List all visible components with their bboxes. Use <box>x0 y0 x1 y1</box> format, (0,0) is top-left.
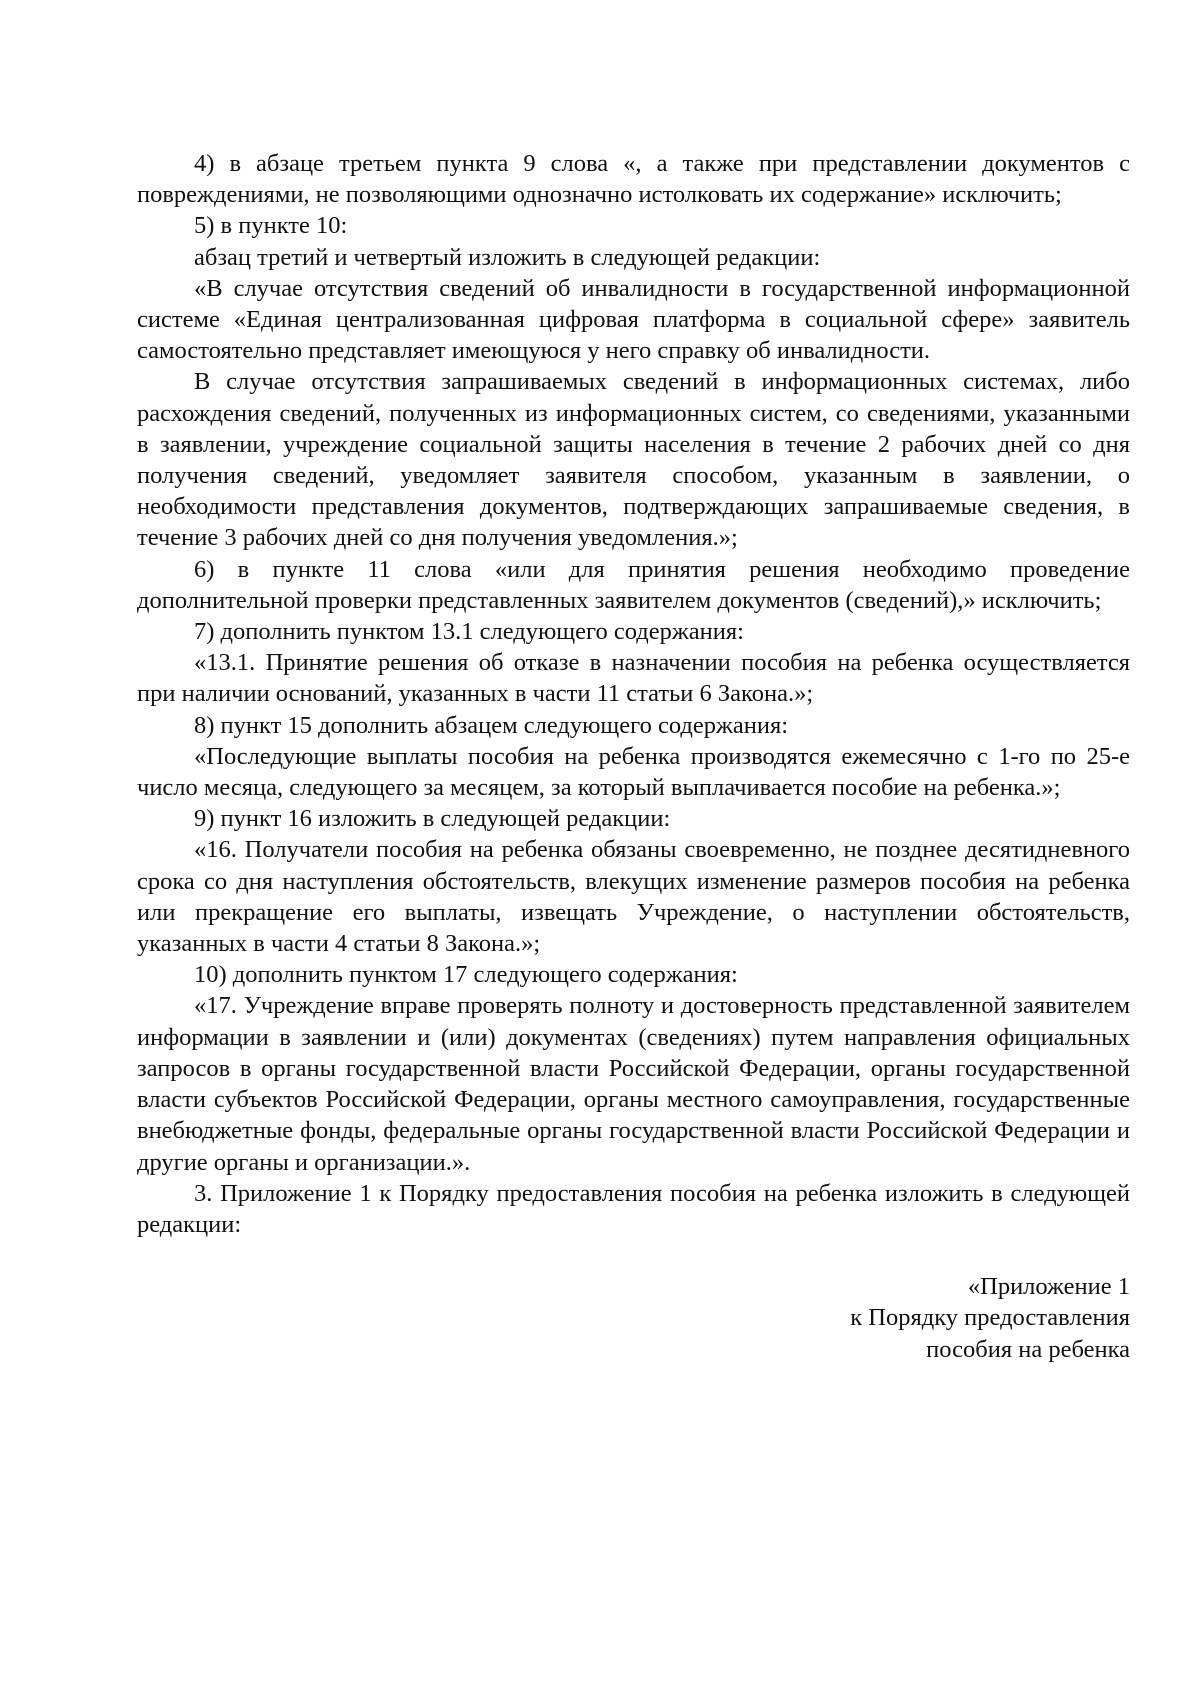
paragraph-item-6: 6) в пункте 11 слова «или для принятия решения необходимо проведение дополнительной проверки представленных заявителем документов (сведений),» исключить; <box>137 555 1130 614</box>
paragraph-quote-16: «16. Получатели пособия на ребенка обязаны своевременно, не позднее десятидневного срока со дня наступления обстоятельств, влекущих изменение размеров пособия на ребенка или прекращение его выплаты, извещать Учреждение, о наступлении обстоятельств, указанных в части 4 статьи 8 Закона.»; <box>137 836 1130 958</box>
appendix-note-line-2: к Порядку предоставления <box>850 1304 1130 1332</box>
paragraph-quote-missing-info: В случае отсутствия запрашиваемых сведений в информационных системах, либо расхождения сведений, полученных из информационных систем, со сведениями, указанными в заявлении, учреждение социальной защиты населения в течение 2 рабочих дней со дня получения сведений, уведомляет заявителя способом, указанным в заявлении, о необходимости представления документов, подтверждающих запрашиваемые сведения, в течение 3 рабочих дней со дня получения уведомления.»; <box>137 368 1130 552</box>
paragraph-item-10: 10) дополнить пунктом 17 следующего содержания: <box>194 961 738 989</box>
paragraph-quote-13-1: «13.1. Принятие решения об отказе в назначении пособия на ребенка осуществляется при наличии оснований, указанных в части 11 статьи 6 Закона.»; <box>137 649 1130 708</box>
appendix-note-line-3: пособия на ребенка <box>926 1335 1130 1363</box>
paragraph-quote-payments: «Последующие выплаты пособия на ребенка производятся ежемесячно с 1-го по 25-е число месяца, следующего за месяцем, за который выплачивается пособие на ребенка.»; <box>137 742 1130 802</box>
paragraph-section-3: 3. Приложение 1 к Порядку предоставления пособия на ребенка изложить в следующей редакции: <box>137 1179 1130 1238</box>
paragraph-item-7: 7) дополнить пунктом 13.1 следующего содержания: <box>194 618 744 646</box>
appendix-note-line-1: «Приложение 1 <box>967 1273 1130 1301</box>
paragraph-quote-disability: «В случае отсутствия сведений об инвалидности в государственной информационной системе «Единая централизованная цифровая платформа в социальной сфере» заявитель самостоятельно представляет имеющуюся у него справку об инвалидности. <box>137 274 1130 365</box>
paragraph-item-5: 5) в пункте 10: <box>194 212 348 240</box>
appendix-note <box>137 1271 1130 1365</box>
paragraph-item-8: 8) пункт 15 дополнить абзацем следующего содержания: <box>194 711 789 739</box>
paragraph-point-10-intro: абзац третий и четвертый изложить в следующей редакции: <box>194 243 821 271</box>
document-page <box>137 148 1130 1365</box>
paragraph-item-9: 9) пункт 16 изложить в следующей редакции: <box>194 805 671 833</box>
paragraph-quote-17: «17. Учреждение вправе проверять полноту и достоверность представленной заявителем информации в заявлении и (или) документах (сведениях) путем направления официальных запросов в органы государственной власти Российской Федерации, органы государственной власти субъектов Российской Федерации, органы местного самоуправления, государственные внебюджетные фонды, федеральные органы государственной власти Российской Федерации и другие органы и организации.». <box>137 992 1130 1176</box>
paragraph-item-4: 4) в абзаце третьем пункта 9 слова «, а также при представлении документов с повреждениями, не позволяющими однозначно истолковать их содержание» исключить; <box>137 150 1130 209</box>
